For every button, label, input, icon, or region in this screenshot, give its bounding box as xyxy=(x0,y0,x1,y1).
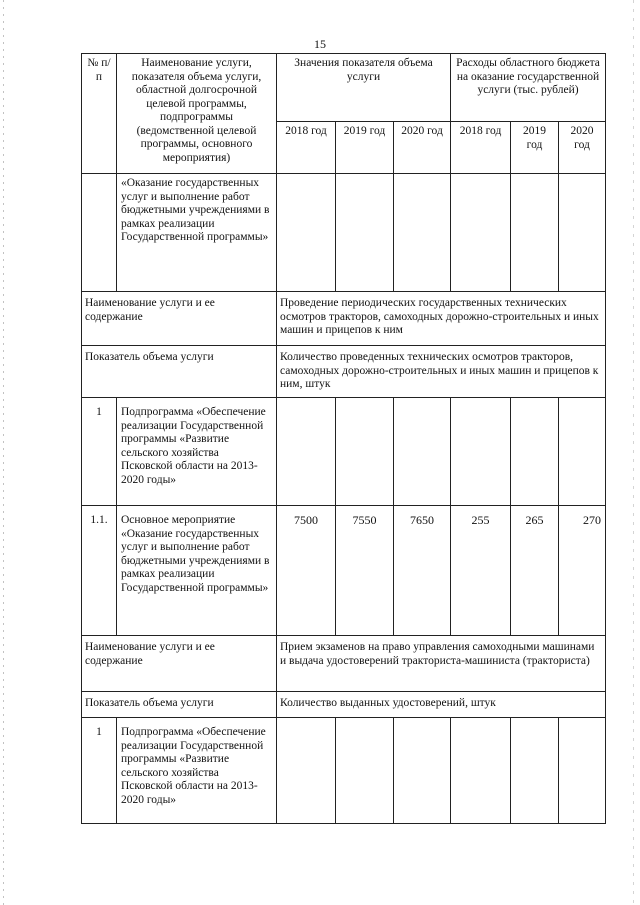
service-2-value: Прием экзаменов на право управления самоходными машинами и выдача удостоверений тракториста-машиниста (тракториста) xyxy=(277,636,606,692)
cell-empty xyxy=(394,174,451,292)
cell-empty xyxy=(336,398,394,506)
table-row-indicator-1 xyxy=(82,346,606,398)
cell-empty xyxy=(336,174,394,292)
main-1-1-value-2019: 7550 xyxy=(336,506,394,636)
cell-empty xyxy=(394,718,451,824)
header-values-group: Значения показателя объема услуги xyxy=(277,54,451,122)
services-table-sheet xyxy=(81,53,605,824)
indicator-1-label: Показатель объема услуги xyxy=(82,346,277,398)
main-1-1-no: 1.1. xyxy=(82,506,117,636)
cell-empty xyxy=(277,174,336,292)
header-expenses-group: Расходы областного бюджета на оказание государственной услуги (тыс. рублей) xyxy=(451,54,606,122)
header-year-expense-2019: 2019 год xyxy=(511,122,559,174)
header-year-value-2020: 2020 год xyxy=(394,122,451,174)
indicator-2-value: Количество выданных удостоверений, штук xyxy=(277,692,606,718)
table-row-service-1 xyxy=(82,292,606,346)
indicator-1-value: Количество проведенных технических осмотров тракторов, самоходных дорожно-строительных и иных машин и прицепов к ним, штук xyxy=(277,346,606,398)
subprogram-2-no: 1 xyxy=(82,718,117,824)
indicator-2-label: Показатель объема услуги xyxy=(82,692,277,718)
service-1-label: Наименование услуги и ее содержание xyxy=(82,292,277,346)
cell-empty xyxy=(559,174,606,292)
table-row-indicator-2 xyxy=(82,692,606,718)
subprogram-2-name: Подпрограмма «Обеспечение реализации Государственной программы «Развитие сельского хозяйства Псковской области на 2013-2020 годы» xyxy=(117,718,277,824)
cell-empty xyxy=(559,718,606,824)
header-year-expense-2018: 2018 год xyxy=(451,122,511,174)
cell-empty xyxy=(511,398,559,506)
main-1-1-name: Основное мероприятие «Оказание государственных услуг и выполнение работ бюджетными учреждениями в рамках реализации Государственной программы» xyxy=(117,506,277,636)
table-row-subprogram-1 xyxy=(82,398,606,506)
cell-empty xyxy=(451,718,511,824)
table-row-continuation xyxy=(82,174,606,292)
header-name: Наименование услуги, показателя объема услуги, областной долгосрочной целевой программы, подпрограммы (ведомственной целевой программы, основного мероприятия) xyxy=(117,54,277,174)
service-1-value: Проведение периодических государственных технических осмотров тракторов, самоходных дорожно-строительных и иных машин и прицепов к ним xyxy=(277,292,606,346)
continuation-name: «Оказание государственных услуг и выполнение работ бюджетными учреждениями в рамках реализации Государственной программы» xyxy=(117,174,277,292)
subprogram-1-name: Подпрограмма «Обеспечение реализации Государственной программы «Развитие сельского хозяйства Псковской области на 2013-2020 годы» xyxy=(117,398,277,506)
cell-empty xyxy=(511,718,559,824)
header-year-value-2019: 2019 год xyxy=(336,122,394,174)
table-row-subprogram-2 xyxy=(82,718,606,824)
table-row-main-1-1 xyxy=(82,506,606,636)
main-1-1-expense-2019: 265 xyxy=(511,506,559,636)
cell-empty xyxy=(451,398,511,506)
header-row-groups xyxy=(82,54,606,122)
cell-empty xyxy=(559,398,606,506)
header-no: № п/п xyxy=(82,54,117,174)
cell-empty xyxy=(336,718,394,824)
main-1-1-value-2020: 7650 xyxy=(394,506,451,636)
cell-empty xyxy=(277,718,336,824)
header-year-expense-2020: 2020 год xyxy=(559,122,606,174)
main-1-1-expense-2020: 270 xyxy=(559,506,606,636)
service-2-label: Наименование услуги и ее содержание xyxy=(82,636,277,692)
services-table xyxy=(81,53,606,824)
header-year-value-2018: 2018 год xyxy=(277,122,336,174)
cell-empty xyxy=(511,174,559,292)
page-number: 15 xyxy=(314,37,326,51)
subprogram-1-no: 1 xyxy=(82,398,117,506)
cell-empty xyxy=(451,174,511,292)
cell-empty xyxy=(394,398,451,506)
main-1-1-value-2018: 7500 xyxy=(277,506,336,636)
scan-edge-left xyxy=(3,0,4,905)
cell-empty xyxy=(277,398,336,506)
scan-edge-right xyxy=(633,0,634,905)
table-row-service-2 xyxy=(82,636,606,692)
cell-empty xyxy=(82,174,117,292)
main-1-1-expense-2018: 255 xyxy=(451,506,511,636)
